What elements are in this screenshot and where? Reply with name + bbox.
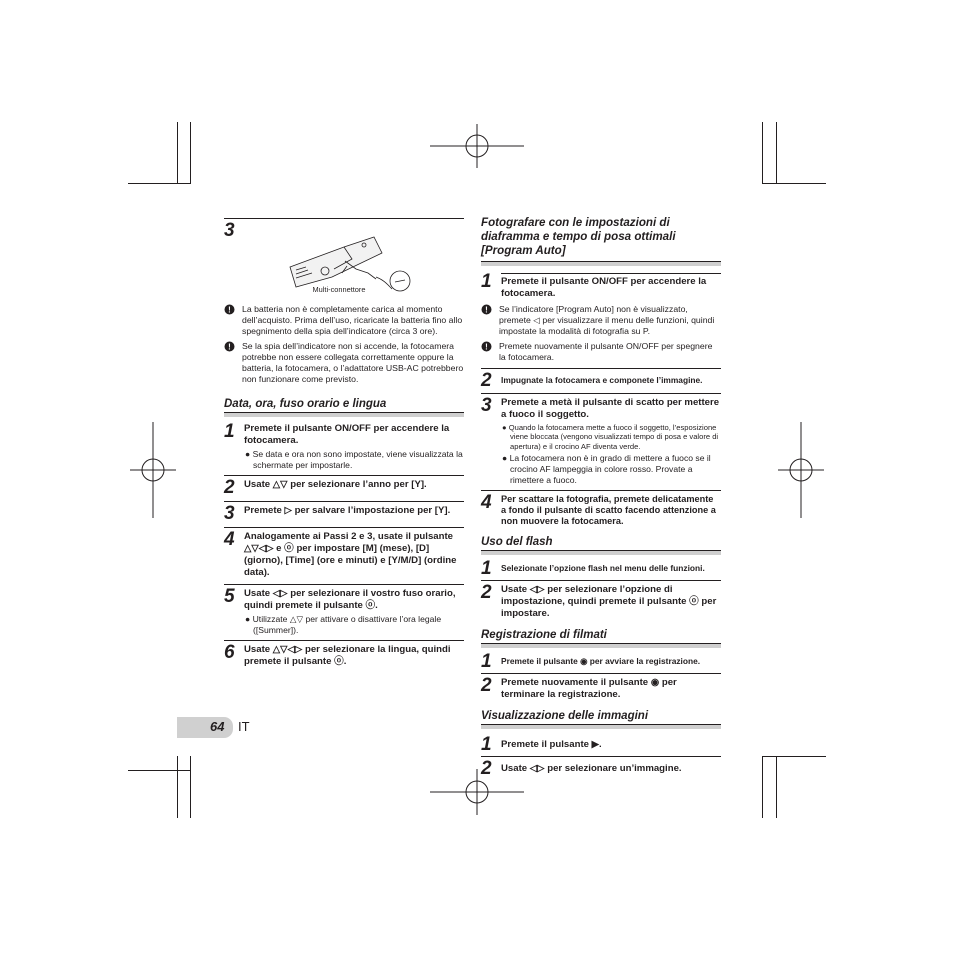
section-title-movie: Registrazione di filmati	[481, 629, 607, 642]
date-step: 2 Usate △▽ per selezionare l’anno per [Y].	[224, 475, 464, 496]
bullet-item: ● Se data e ora non sono impostate, viene visualizzata la schermate per impostarle.	[245, 449, 463, 470]
section-title-view: Visualizzazione delle immagini	[481, 710, 649, 723]
program-step: 3 Premete a metà il pulsante di scatto per mettere a fuoco il soggetto. ● Quando la fotocamera mette a fuoco il soggetto, l’esposizione viene bloccata (vengono visualizzati tempo di posa e valore di apertura) e il crocino AF diventa verde. ● La fotocamera non è in grado di mettere a fuoco se il crocino AF lampeggia in colore rosso. Provate a rimettere a fuoco.	[481, 394, 720, 485]
note-list	[224, 304, 464, 385]
step-text: Premete il pulsante ON/OFF per accendere la fotocamera.	[244, 423, 450, 446]
language-code: IT	[238, 719, 250, 734]
date-step: 4 Analogamente ai Passi 2 e 3, usate il pulsante △▽◁▷ e ⓞ per impostare [M] (mese), [D] (giorno), [Time] (ore e minuti) e [Y/M/D] (ordine data).	[224, 527, 464, 579]
note-item: ! La batteria non è completamente carica al momento dell’acquisto. Prima dell’uso, ricaricate la batteria fino allo spegnimento della spia dell’indicatore (circa 3 ore).	[224, 304, 464, 337]
page-number-tab	[177, 717, 233, 738]
caution-icon	[224, 304, 242, 337]
caution-icon	[481, 304, 499, 337]
date-steps	[224, 420, 464, 668]
date-step: 6 Usate △▽◁▷ per selezionare la lingua, quindi premete il pulsante ⓞ.	[224, 640, 464, 668]
program-step: 4 Per scattare la fotografia, premete delicatamente a fondo il pulsante di scatto facendo attenzione a non muovere la fotocamera.	[481, 490, 721, 527]
note-item: ! Se l’indicatore [Program Auto] non è visualizzato, premete ◁ per visualizzare il menu delle funzioni, quindi impostate la modalità di fotografia su P.	[481, 304, 721, 337]
step-text: Analogamente ai Passi 2 e 3, usate il pulsante △▽◁▷ e ⓞ per impostare [M] (mese), [D] (giorno), [Time] (ore e minuti) e [Y/M/D] (ordine data).	[244, 531, 457, 579]
step-text: Usate △▽ per selezionare l’anno per [Y].	[244, 479, 427, 491]
svg-text:!: !	[228, 305, 231, 315]
right-column	[481, 216, 721, 780]
program-auto-title: Fotografare con le impostazioni di diaframma e tempo di posa ottimali [Program Auto]	[481, 216, 676, 258]
program-step: 2 Impugnate la fotocamera e componete l’immagine.	[481, 368, 721, 389]
step-text: Premete ▷ per salvare l’impostazione per [Y].	[244, 505, 451, 517]
view-step: 1 Premete il pulsante ▶.	[481, 734, 602, 756]
figure-caption: Multi-connettore	[312, 285, 366, 294]
date-step: 5 Usate ◁▷ per selezionare il vostro fuso orario, quindi premete il pulsante ⓞ. ● Utilizzate △▽ per attivare o disattivare l’ora legale ([Summer]).	[224, 584, 464, 635]
date-step: 1 Premete il pulsante ON/OFF per accendere la fotocamera. ● Se data e ora non sono impostate, viene visualizzata la schermate per impostarle.	[224, 421, 463, 470]
section-title-date: Data, ora, fuso orario e lingua	[224, 398, 387, 410]
flash-step: 2 Usate ◁▷ per selezionare l’opzione di impostazione, quindi premete il pulsante ⓞ per impostare.	[481, 580, 721, 620]
movie-step: 1 Premete il pulsante ◉ per avviare la registrazione.	[481, 651, 701, 673]
caution-icon	[481, 341, 499, 363]
flash-step: 1 Selezionate l’opzione flash nel menu delle funzioni.	[481, 558, 705, 580]
left-column	[224, 218, 464, 668]
note-item: ! Se la spia dell’indicatore non si accende, la fotocamera potrebbe non essere collegata correttamente oppure la batteria, la fotocamera, o l’adattatore USB-AC potrebbero non funzionare come previsto.	[224, 341, 464, 385]
svg-text:!: !	[485, 305, 488, 315]
date-step: 3 Premete ▷ per salvare l’impostazione per [Y].	[224, 501, 464, 522]
section-title-flash: Uso del flash	[481, 536, 553, 549]
program-step: 1 Premete il pulsante ON/OFF per accendere la fotocamera.	[481, 270, 721, 300]
svg-text:!: !	[228, 342, 231, 352]
step-text: Usate △▽◁▷ per selezionare la lingua, quindi premete il pulsante ⓞ.	[244, 644, 451, 668]
view-step: 2 Usate ◁▷ per selezionare un’immagine.	[481, 756, 721, 777]
bullet-item: ● Utilizzate △▽ per attivare o disattivare l’ora legale ([Summer]).	[245, 614, 442, 635]
movie-step: 2 Premete nuovamente il pulsante ◉ per terminare la registrazione.	[481, 673, 721, 701]
bullet-item: ● La fotocamera non è in grado di mettere a fuoco se il crocino AF lampeggia in colore rosso. Provate a rimettere a fuoco.	[502, 453, 711, 485]
step-text: Usate ◁▷ per selezionare il vostro fuso orario, quindi premete il pulsante ⓞ.	[244, 588, 456, 612]
program-steps	[481, 270, 721, 528]
bullet-item: ● Quando la fotocamera mette a fuoco il soggetto, l’esposizione viene bloccata (vengono visualizzati tempo di posa e valore di apertura) e il crocino AF diventa verde.	[502, 422, 719, 451]
svg-text:!: !	[485, 342, 488, 352]
page-number: 64	[210, 719, 225, 734]
note-item: ! Premete nuovamente il pulsante ON/OFF per spegnere la fotocamera.	[481, 341, 721, 363]
step-3-number: 3	[224, 220, 234, 241]
caution-icon	[224, 341, 242, 385]
